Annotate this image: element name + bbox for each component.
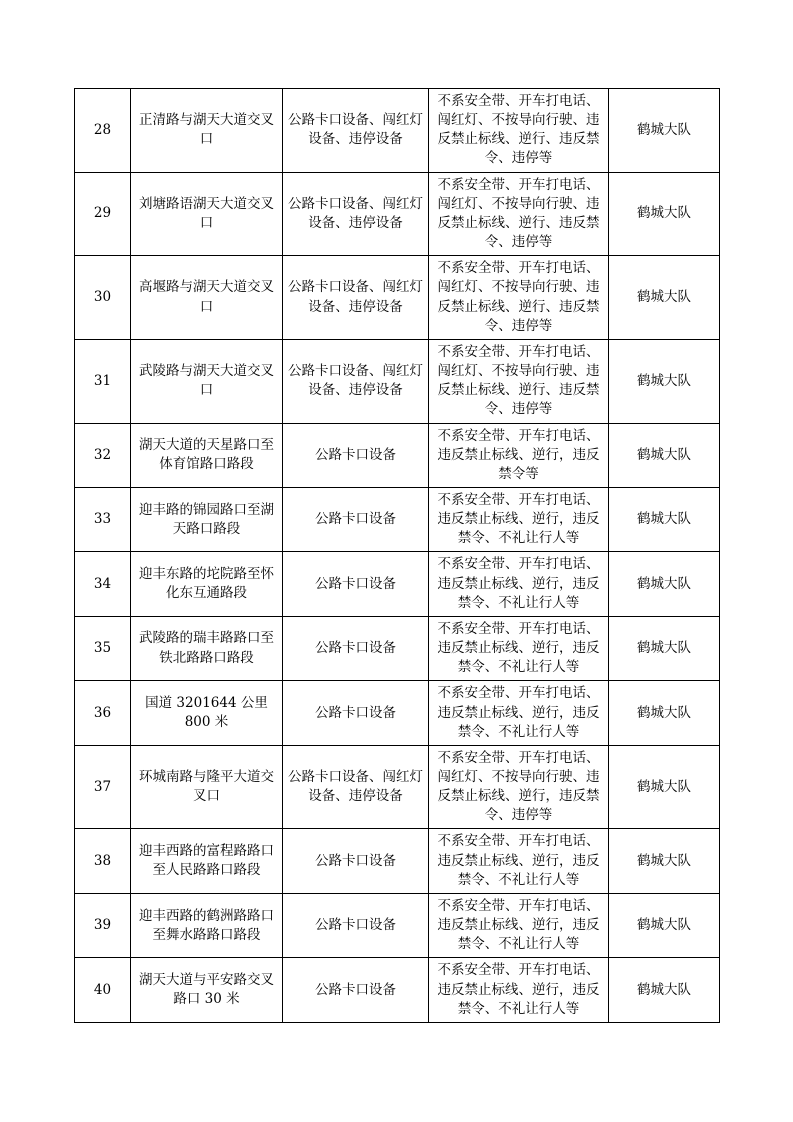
cell-device: 公路卡口设备 <box>283 893 429 957</box>
cell-unit: 鹤城大队 <box>609 893 720 957</box>
cell-location: 湖天大道与平安路交叉路口 30 米 <box>131 958 283 1022</box>
cell-unit: 鹤城大队 <box>609 829 720 893</box>
cell-behavior: 不系安全带、开车打电话、违反禁止标线、逆行，违反禁令、不礼让行人等 <box>429 487 609 551</box>
table-row <box>75 681 720 745</box>
cell-behavior: 不系安全带、开车打电话、闯红灯、不按导向行驶、违反禁止标线、逆行、违反禁令、违停等 <box>429 339 609 423</box>
cell-no: 30 <box>75 256 131 340</box>
cell-location: 湖天大道的天星路口至体育馆路口路段 <box>131 423 283 487</box>
cell-behavior: 不系安全带、开车打电话、闯红灯、不按导向行驶、违反禁止标线、逆行，违反禁令、违停等 <box>429 745 609 829</box>
cell-location: 迎丰路的锦园路口至湖天路口路段 <box>131 487 283 551</box>
cell-device: 公路卡口设备、闯红灯设备、违停设备 <box>283 745 429 829</box>
table-row <box>75 172 720 256</box>
cell-no: 29 <box>75 172 131 256</box>
table-row <box>75 256 720 340</box>
cell-device: 公路卡口设备、闯红灯设备、违停设备 <box>283 339 429 423</box>
cell-location: 武陵路的瑞丰路路口至铁北路路口路段 <box>131 616 283 680</box>
cell-unit: 鹤城大队 <box>609 339 720 423</box>
table-row <box>75 958 720 1022</box>
cell-behavior: 不系安全带、开车打电话、闯红灯、不按导向行驶、违反禁止标线、逆行、违反禁令、违停等 <box>429 256 609 340</box>
table-body <box>75 89 720 1023</box>
cell-location: 正清路与湖天大道交叉口 <box>131 89 283 173</box>
table-row <box>75 552 720 616</box>
cell-location: 迎丰西路的富程路路口至人民路路口路段 <box>131 829 283 893</box>
cell-unit: 鹤城大队 <box>609 256 720 340</box>
cell-unit: 鹤城大队 <box>609 487 720 551</box>
cell-device: 公路卡口设备 <box>283 487 429 551</box>
cell-behavior: 不系安全带、开车打电话、违反禁止标线、逆行，违反禁令、不礼让行人等 <box>429 681 609 745</box>
table-row <box>75 487 720 551</box>
cell-behavior: 不系安全带、开车打电话、违反禁止标线、逆行，违反禁令、不礼让行人等 <box>429 829 609 893</box>
cell-location: 环城南路与隆平大道交叉口 <box>131 745 283 829</box>
table-row <box>75 423 720 487</box>
table-row <box>75 616 720 680</box>
cell-behavior: 不系安全带、开车打电话、违反禁止标线、逆行，违反禁令等 <box>429 423 609 487</box>
cell-device: 公路卡口设备 <box>283 829 429 893</box>
cell-no: 33 <box>75 487 131 551</box>
cell-behavior: 不系安全带、开车打电话、违反禁止标线、逆行，违反禁令、不礼让行人等 <box>429 893 609 957</box>
table-row <box>75 829 720 893</box>
cell-behavior: 不系安全带、开车打电话、违反禁止标线、逆行，违反禁令、不礼让行人等 <box>429 616 609 680</box>
cell-unit: 鹤城大队 <box>609 616 720 680</box>
cell-unit: 鹤城大队 <box>609 423 720 487</box>
table-row <box>75 893 720 957</box>
cell-unit: 鹤城大队 <box>609 745 720 829</box>
cell-no: 35 <box>75 616 131 680</box>
cell-no: 32 <box>75 423 131 487</box>
cell-no: 39 <box>75 893 131 957</box>
cell-unit: 鹤城大队 <box>609 958 720 1022</box>
cell-location: 高堰路与湖天大道交叉口 <box>131 256 283 340</box>
cell-device: 公路卡口设备 <box>283 958 429 1022</box>
cell-behavior: 不系安全带、开车打电话、违反禁止标线、逆行，违反禁令、不礼让行人等 <box>429 552 609 616</box>
cell-no: 40 <box>75 958 131 1022</box>
cell-device: 公路卡口设备 <box>283 681 429 745</box>
cell-device: 公路卡口设备 <box>283 423 429 487</box>
cell-unit: 鹤城大队 <box>609 681 720 745</box>
cell-no: 34 <box>75 552 131 616</box>
table-row <box>75 339 720 423</box>
cell-location: 国道 3201644 公里800 米 <box>131 681 283 745</box>
table-row <box>75 745 720 829</box>
cell-device: 公路卡口设备、闯红灯设备、违停设备 <box>283 89 429 173</box>
cell-location: 迎丰西路的鹤洲路路口至舞水路路口路段 <box>131 893 283 957</box>
cell-device: 公路卡口设备 <box>283 616 429 680</box>
cell-unit: 鹤城大队 <box>609 552 720 616</box>
enforcement-device-table <box>74 88 720 1023</box>
cell-no: 31 <box>75 339 131 423</box>
cell-behavior: 不系安全带、开车打电话、闯红灯、不按导向行驶、违反禁止标线、逆行、违反禁令、违停等 <box>429 172 609 256</box>
cell-location: 刘塘路语湖天大道交叉口 <box>131 172 283 256</box>
cell-location: 迎丰东路的坨院路至怀化东互通路段 <box>131 552 283 616</box>
cell-behavior: 不系安全带、开车打电话、违反禁止标线、逆行，违反禁令、不礼让行人等 <box>429 958 609 1022</box>
cell-unit: 鹤城大队 <box>609 172 720 256</box>
cell-device: 公路卡口设备、闯红灯设备、违停设备 <box>283 172 429 256</box>
cell-device: 公路卡口设备、闯红灯设备、违停设备 <box>283 256 429 340</box>
cell-behavior: 不系安全带、开车打电话、闯红灯、不按导向行驶、违反禁止标线、逆行、违反禁令、违停等 <box>429 89 609 173</box>
cell-location: 武陵路与湖天大道交叉口 <box>131 339 283 423</box>
table-row <box>75 89 720 173</box>
cell-no: 38 <box>75 829 131 893</box>
cell-device: 公路卡口设备 <box>283 552 429 616</box>
cell-unit: 鹤城大队 <box>609 89 720 173</box>
cell-no: 36 <box>75 681 131 745</box>
cell-no: 37 <box>75 745 131 829</box>
cell-no: 28 <box>75 89 131 173</box>
